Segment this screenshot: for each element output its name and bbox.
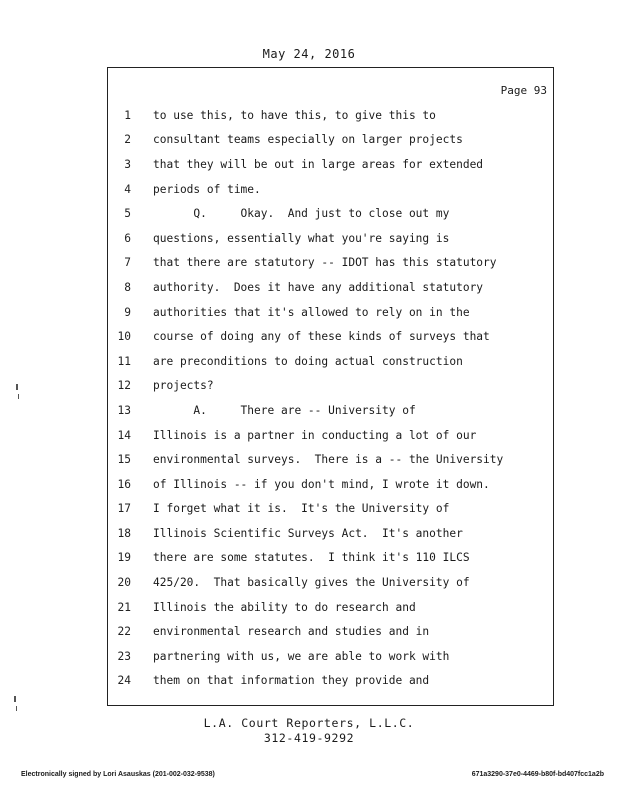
line-text: environmental surveys. There is a -- the University: [153, 453, 504, 467]
line-text: to use this, to have this, to give this to: [153, 108, 436, 122]
line-text: that there are statutory -- IDOT has this statutory: [153, 256, 497, 270]
transcript-line: [113, 349, 503, 374]
line-number: 8: [124, 280, 131, 294]
transcript-line: [113, 324, 503, 349]
transcript-line: [113, 423, 503, 448]
line-text: Illinois is a partner in conducting a lot of our: [153, 428, 477, 442]
line-number: 3: [124, 157, 131, 171]
line-text: environmental research and studies and in: [153, 625, 430, 639]
line-text: Illinois the ability to do research and: [153, 600, 416, 614]
transcript-line: [113, 595, 503, 620]
line-number: 14: [117, 428, 131, 442]
line-number: 2: [124, 133, 131, 147]
line-number: 4: [124, 182, 131, 196]
line-text: questions, essentially what you're saying is: [153, 231, 450, 245]
line-text: of Illinois -- if you don't mind, I wrote it down.: [153, 477, 490, 491]
transcript-line: [113, 226, 503, 251]
line-text: are preconditions to doing actual construction: [153, 354, 463, 368]
line-number: 19: [117, 551, 131, 565]
line-text: authority. Does it have any additional statutory: [153, 280, 484, 294]
line-text: authorities that it's allowed to rely on in the: [153, 305, 470, 319]
line-number: 16: [117, 477, 131, 491]
deposition-date: May 24, 2016: [262, 47, 356, 61]
line-number: 21: [117, 600, 131, 614]
page-number: Page 93: [500, 84, 547, 97]
line-text: them on that information they provide and: [153, 674, 430, 688]
transcript-line: [113, 177, 503, 202]
transcript-line: [113, 398, 503, 423]
transcript-line: [113, 300, 503, 325]
line-number: 22: [117, 625, 131, 639]
line-number: 7: [124, 256, 131, 270]
scan-mark: [14, 696, 16, 702]
line-number: 18: [117, 526, 131, 540]
transcript-line: [113, 644, 503, 669]
line-text: there are some statutes. I think it's 110 ILCS: [153, 551, 470, 565]
transcript-lines: [113, 103, 503, 693]
line-number: 24: [117, 674, 131, 688]
line-number: 5: [124, 207, 131, 221]
line-text: course of doing any of these kinds of surveys that: [153, 330, 490, 344]
line-text: projects?: [153, 379, 214, 393]
transcript-line: [113, 374, 503, 399]
transcript-line: [113, 472, 503, 497]
line-text: 425/20. That basically gives the University of: [153, 576, 470, 590]
line-number: 1: [124, 108, 131, 122]
line-text: Q. Okay. And just to close out my: [153, 207, 450, 221]
scan-mark: [18, 394, 19, 399]
transcript-line: [113, 128, 503, 153]
transcript-line: [113, 447, 503, 472]
line-number: 6: [124, 231, 131, 245]
line-number: 15: [117, 453, 131, 467]
line-number: 13: [117, 403, 131, 417]
line-text: partnering with us, we are able to work with: [153, 649, 450, 663]
court-reporter-phone: 312-419-9292: [263, 731, 355, 745]
transcript-line: [113, 546, 503, 571]
transcript-line: [113, 275, 503, 300]
transcript-line: [113, 251, 503, 276]
transcript-line: [113, 669, 503, 694]
transcript-line: [113, 521, 503, 546]
line-number: 9: [124, 305, 131, 319]
transcript-line: [113, 201, 503, 226]
transcript-line: [113, 497, 503, 522]
transcript-line: [113, 152, 503, 177]
scan-mark: [16, 706, 17, 711]
line-text: periods of time.: [153, 182, 261, 196]
transcript-line: [113, 570, 503, 595]
electronic-signature: Electronically signed by Lori Asauskas (201-002-032-9538): [21, 771, 215, 778]
line-text: A. There are -- University of: [153, 403, 416, 417]
line-number: 20: [117, 576, 131, 590]
line-number: 12: [117, 379, 131, 393]
document-id: 671a3290-37e0-4469-b80f-bd407fcc1a2b: [471, 771, 604, 778]
line-number: 23: [117, 649, 131, 663]
court-reporter-name: L.A. Court Reporters, L.L.C.: [203, 716, 415, 730]
line-text: I forget what it is. It's the University of: [153, 502, 450, 516]
line-number: 10: [117, 330, 131, 344]
transcript-line: [113, 619, 503, 644]
line-text: that they will be out in large areas for extended: [153, 157, 484, 171]
line-text: Illinois Scientific Surveys Act. It's another: [153, 526, 463, 540]
line-number: 17: [117, 502, 131, 516]
transcript-line: [113, 103, 503, 128]
scan-mark: [16, 384, 18, 390]
line-text: consultant teams especially on larger projects: [153, 133, 463, 147]
line-number: 11: [117, 354, 131, 368]
